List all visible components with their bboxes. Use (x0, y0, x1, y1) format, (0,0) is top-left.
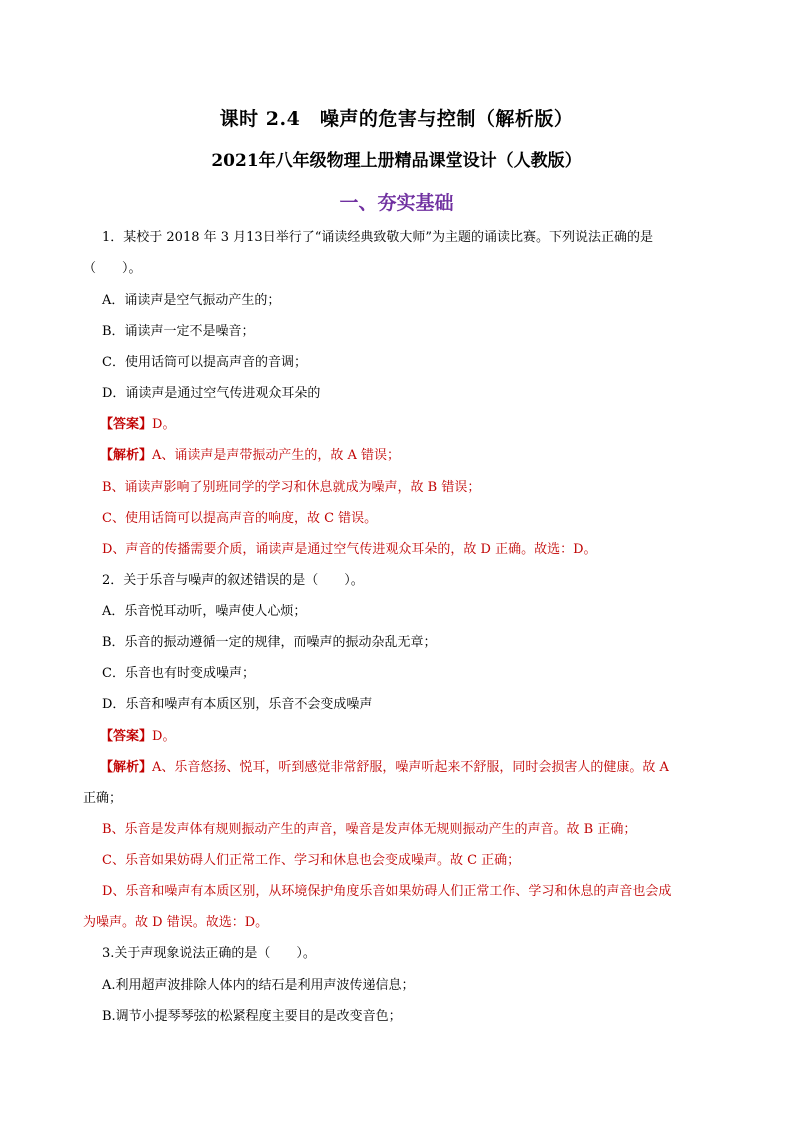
q1-answer (100, 416, 175, 434)
analysis-tag: 【解析】 (100, 760, 153, 775)
q3-option-b: B.调节小提琴琴弦的松紧程度主要目的是改变音色； (102, 1009, 402, 1024)
section-heading: 一、夯实基础 (339, 192, 454, 214)
q2-analysis-a-cont: 正确； (83, 791, 123, 806)
q2-analysis-line (100, 759, 669, 777)
q2-analysis-c: C、乐音如果妨碍人们正常工作、学习和休息也会变成噪声。故 C 正确； (102, 853, 521, 868)
q1-analysis-c: C、使用话筒可以提高声音的响度，故 C 错误。 (102, 511, 378, 526)
q1-stem-line2: （ ）。 (83, 261, 142, 276)
answer-value: D。 (152, 417, 176, 432)
analysis-text: A、诵读声是声带振动产生的，故 A 错误； (152, 448, 401, 463)
q2-option-c: C．乐音也有时变成噪声； (102, 666, 255, 681)
q2-option-b: B．乐音的振动遵循一定的规律，而噪声的振动杂乱无章； (102, 635, 437, 650)
answer-tag: 【答案】 (100, 729, 153, 744)
analysis-tag: 【解析】 (100, 448, 153, 463)
answer-tag: 【答案】 (100, 417, 153, 432)
q1-option-a: A．诵读声是空气振动产生的； (102, 293, 281, 308)
q3-option-a: A.利用超声波排除人体内的结石是利用声波传递信息； (102, 978, 415, 993)
q1-option-c: C．使用话筒可以提高声音的音调； (102, 355, 307, 370)
q2-option-a: A．乐音悦耳动听，噪声使人心烦； (102, 604, 307, 619)
q2-answer (100, 728, 175, 746)
q2-analysis-b: B、乐音是发声体有规则振动产生的声音，噪音是发声体无规则振动产生的声音。故 B 正确； (102, 822, 637, 837)
q1-analysis-d: D、声音的传播需要介质，诵读声是通过空气传进观众耳朵的，故 D 正确。故选：D。 (102, 542, 597, 557)
q1-option-b: B．诵读声一定不是噪音； (102, 324, 255, 339)
q1-option-d: D．诵读声是通过空气传进观众耳朵的 (102, 386, 321, 401)
q2-option-d: D．乐音和噪声有本质区别，乐音不会变成噪声 (102, 697, 373, 712)
analysis-text: A、乐音悠扬、悦耳，听到感觉非常舒服，噪声听起来不舒服，同时会损害人的健康。故 A (152, 760, 669, 775)
q2-analysis-d-cont: 为噪声。故 D 错误。故选：D。 (83, 915, 269, 930)
q1-analysis-b: B、诵读声影响了别班同学的学习和休息就成为噪声，故 B 错误； (102, 480, 481, 495)
q2-analysis-d: D、乐音和噪声有本质区别，从环境保护角度乐音如果妨碍人们正常工作、学习和休息的声音也会成 (102, 884, 672, 899)
q2-stem: 2．关于乐音与噪声的叙述错误的是（ ）。 (102, 573, 364, 588)
page-subtitle: 2021年八年级物理上册精品课堂设计（人教版） (211, 151, 582, 171)
q1-analysis-line (100, 447, 400, 465)
page-title: 课时 2.4 噪声的危害与控制（解析版） (219, 108, 574, 130)
q1-stem-line1: 1．某校于 2018 年 3 月13日举行了“诵读经典致敬大师”为主题的诵读比赛。下列说法正确的是 (102, 230, 653, 245)
answer-value: D。 (152, 729, 176, 744)
q3-stem: 3.关于声现象说法正确的是（ ）。 (102, 946, 316, 961)
